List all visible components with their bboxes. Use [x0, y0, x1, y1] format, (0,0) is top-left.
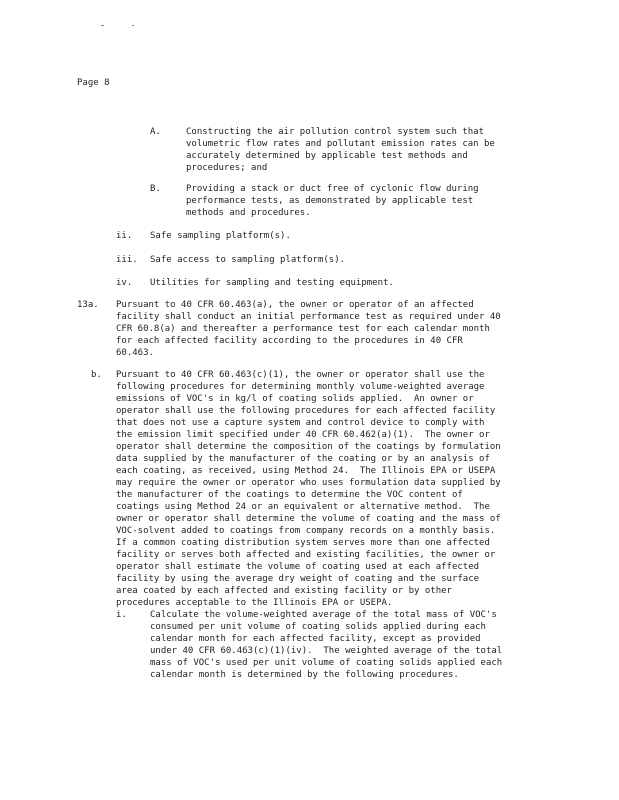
item-b-label: B. [150, 184, 161, 194]
condition-b-line: procedures acceptable to the Illinois EPA or USEPA. [116, 598, 393, 608]
item-ii-text: Safe sampling platform(s). [150, 231, 291, 241]
item-i-line: calendar month is determined by the following procedures. [150, 670, 459, 680]
item-b-line: performance tests, as demonstrated by applicable test [186, 196, 474, 206]
scan-speck [132, 25, 134, 26]
item-i-line: calendar month for each affected facility, except as provided [150, 634, 481, 644]
item-i-text [150, 609, 502, 681]
condition-13a-line: CFR 60.8(a) and thereafter a performance test for each calendar month [116, 324, 490, 334]
item-b-line: Providing a stack or duct free of cyclonic flow during [186, 184, 479, 194]
item-a-label: A. [150, 127, 161, 137]
condition-b-label: b. [91, 370, 102, 380]
condition-b-line: facility or serves both affected and existing facilities, the owner or [116, 550, 496, 560]
condition-b-line: the emission limit specified under 40 CFR 60.462(a)(1). The owner or [116, 430, 490, 440]
item-i-line: under 40 CFR 60.463(c)(1)(iv). The weighted average of the total [150, 646, 503, 656]
condition-b-line: owner or operator shall determine the volume of coating and the mass of [116, 514, 501, 524]
condition-b-line: VOC-solvent added to coatings from company records on a monthly basis. [116, 526, 496, 536]
condition-b-line: emissions of VOC's in kg/l of coating solids applied. An owner or [116, 394, 474, 404]
item-i-line: mass of VOC's used per unit volume of coating solids applied each [150, 658, 503, 668]
item-iii-text: Safe access to sampling platform(s). [150, 255, 346, 265]
condition-13a-label: 13a. [77, 300, 99, 310]
item-iv-text: Utilities for sampling and testing equipment. [150, 278, 394, 288]
condition-13a-line: Pursuant to 40 CFR 60.463(a), the owner or operator of an affected [116, 300, 474, 310]
condition-13a-text [116, 299, 501, 359]
scan-speck [101, 25, 104, 26]
condition-b-line: operator shall determine the composition of the coatings by formulation [116, 442, 501, 452]
page-label: Page 8 [77, 78, 110, 88]
item-b-text [186, 183, 479, 219]
item-a-line: accurately determined by applicable test methods and [186, 151, 468, 161]
condition-b-line: operator shall estimate the volume of coating used at each affected [116, 562, 480, 572]
item-i-line: consumed per unit volume of coating solids applied during each [150, 622, 486, 632]
item-a-text [186, 126, 495, 174]
condition-b-line: area coated by each affected and existing facility or by other [116, 586, 452, 596]
condition-13a-line: for each affected facility according to the procedures in 40 CFR [116, 336, 463, 346]
item-ii-label: ii. [116, 231, 133, 241]
condition-b-line: If a common coating distribution system serves more than one affected [116, 538, 490, 548]
item-b-line: methods and procedures. [186, 208, 311, 218]
item-iv-label: iv. [116, 278, 133, 288]
condition-b-text [116, 369, 501, 609]
condition-b-line: coatings using Method 24 or an equivalent or alternative method. The [116, 502, 490, 512]
condition-b-line: operator shall use the following procedures for each affected facility [116, 406, 496, 416]
condition-b-line: may require the owner or operator who uses formulation data supplied by [116, 478, 501, 488]
item-a-line: Constructing the air pollution control system such that [186, 127, 485, 137]
item-iii-label: iii. [116, 255, 138, 265]
condition-b-line: Pursuant to 40 CFR 60.463(c)(1), the owner or operator shall use the [116, 370, 485, 380]
condition-b-line: facility by using the average dry weight of coating and the surface [116, 574, 480, 584]
condition-b-line: following procedures for determining monthly volume-weighted average [116, 382, 485, 392]
item-i-label: i. [116, 610, 127, 620]
condition-b-line: the manufacturer of the coatings to determine the VOC content of [116, 490, 463, 500]
item-i-line: Calculate the volume-weighted average of the total mass of VOC's [150, 610, 497, 620]
item-a-line: volumetric flow rates and pollutant emission rates can be [186, 139, 495, 149]
condition-b-line: that does not use a capture system and control device to comply with [116, 418, 485, 428]
item-a-line: procedures; and [186, 163, 268, 173]
condition-b-line: each coating, as received, using Method 24. The Illinois EPA or USEPA [116, 466, 496, 476]
condition-b-line: data supplied by the manufacturer of the coating or by an analysis of [116, 454, 490, 464]
condition-13a-line: facility shall conduct an initial performance test as required under 40 [116, 312, 501, 322]
condition-13a-line: 60.463. [116, 348, 154, 358]
